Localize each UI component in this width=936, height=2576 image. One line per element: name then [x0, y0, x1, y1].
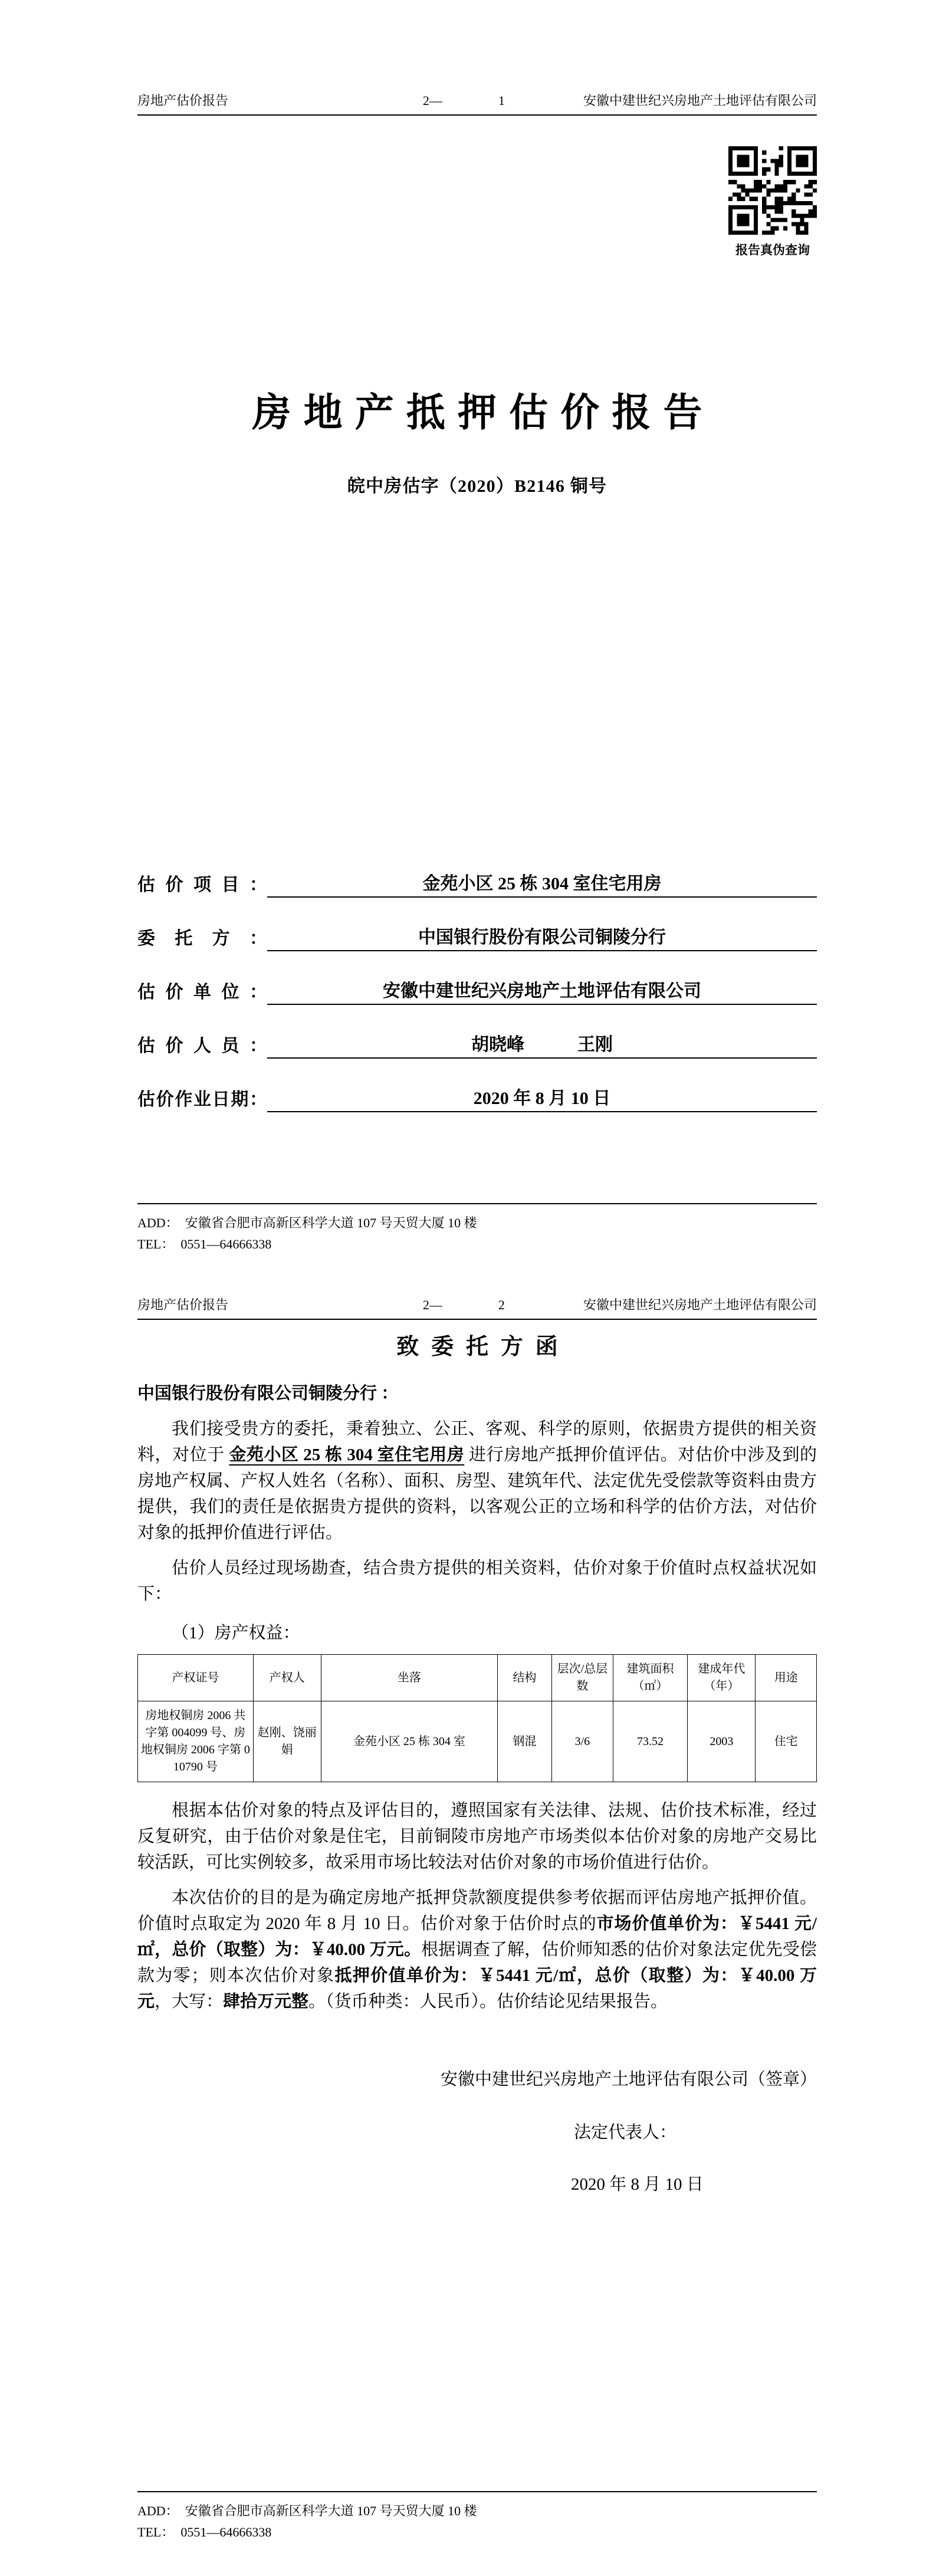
footer-telephone: TEL： 0551—64666338	[137, 1237, 272, 1251]
header-page-number	[423, 93, 505, 109]
table-header-cell: 产权人	[253, 1655, 321, 1701]
paragraph-valuation-result	[137, 1885, 817, 2015]
table-cell-floor: 3/6	[552, 1701, 613, 1782]
paragraph-text: 根据调查了解，估价师知悉的估价对象法定优先受偿款为零；则本次估价对象	[137, 1940, 817, 1985]
page-number-prefix: 2—	[422, 93, 442, 108]
page-footer	[137, 2491, 817, 2543]
qr-verification-block	[728, 146, 817, 258]
table-header-cell: 结构	[498, 1655, 552, 1701]
field-value: 中国银行股份有限公司铜陵分行	[267, 922, 817, 951]
signature-date: 2020 年 8 月 10 日	[571, 2175, 704, 2194]
paragraph-text: ，大写：	[155, 1992, 224, 2011]
report-page-2	[0, 1288, 936, 2576]
paragraph-text: 本次估价的目的是为确定房地产抵押贷款额度提供参考依据而评估房地产抵押价值。价值时点取定为 2020 年 8 月 10 日。估价对象于估价时点的	[137, 1888, 817, 1933]
page-footer	[137, 1203, 817, 1255]
table-header-cell: 建筑面积（㎡）	[613, 1655, 688, 1701]
table-header-cell: 坐落	[321, 1655, 497, 1701]
market-value-text: 市场价值单价为：￥5441 元/㎡，总价（取整）为：￥40.00 万元。	[137, 1914, 817, 1959]
field-value: 胡晓峰 王刚	[267, 1030, 817, 1059]
header-company-name: 安徽中建世纪兴房地产土地评估有限公司	[583, 93, 817, 108]
paragraph-text: 进行房地产抵押价值评估。对估价中涉及到的房地产权属、产权人姓名（名称）、面积、房型、建筑年代、法定优先受偿款等资料由贵方提供，我们的责任是依据贵方提供的资料，以客观公正的立场和科学的估价方法，对估价对象的抵押价值进行评估。	[137, 1445, 817, 1542]
table-cell-cert-number: 房地权铜房 2006 共字第 004099 号、房地权铜房 2006 字第 010790 号	[138, 1701, 254, 1782]
report-number: 皖中房估字（2020）B2146 铜号	[347, 477, 607, 496]
footer-address: ADD： 安徽省合肥市高新区科学大道 107 号天贸大厦 10 楼	[137, 2503, 477, 2518]
field-agency	[137, 976, 817, 1005]
cover-fields	[137, 869, 817, 1112]
addressee-line: 中国银行股份有限公司铜陵分行 ：	[137, 1384, 399, 1403]
field-work-date	[137, 1083, 817, 1112]
paragraph-survey: 估价人员经过现场勘查，结合贵方提供的相关资料，估价对象于价值时点权益状况如下：	[137, 1559, 817, 1604]
table-header-cell: 用途	[756, 1655, 817, 1701]
field-label: 估价项目：	[137, 875, 267, 895]
field-value: 金苑小区 25 栋 304 室住宅用房	[267, 869, 817, 898]
qr-code-icon	[728, 146, 817, 235]
field-client	[137, 922, 817, 951]
table-row	[138, 1701, 817, 1782]
paragraph-text: 。（货币种类：人民币）。估价结论见结果报告。	[308, 1992, 668, 2011]
page-header	[137, 1297, 817, 1320]
paragraph-commission	[137, 1416, 817, 1546]
table-header-cell: 建成年代（年）	[688, 1655, 756, 1701]
field-label: 估价单位：	[137, 983, 267, 1002]
signature-company: 安徽中建世纪兴房地产土地评估有限公司（签章）	[440, 2070, 817, 2089]
signature-role: 法定代表人：	[574, 2123, 677, 2142]
page-number-prefix: 2—	[422, 1297, 442, 1312]
page-header	[137, 93, 817, 116]
signature-block	[137, 2066, 817, 2197]
table-header-cell: 层次/总层数	[552, 1655, 613, 1701]
table-cell-owner: 赵刚、饶丽娟	[253, 1701, 321, 1782]
rights-section-label: （1）房产权益：	[172, 1624, 300, 1642]
property-rights-table	[137, 1654, 817, 1782]
field-label: 估价作业日期：	[137, 1090, 267, 1109]
field-value: 安徽中建世纪兴房地产土地评估有限公司	[267, 976, 817, 1005]
table-header-row	[138, 1655, 817, 1701]
table-cell-location: 金苑小区 25 栋 304 室	[321, 1701, 497, 1782]
table-cell-use: 住宅	[756, 1701, 817, 1782]
field-project	[137, 869, 817, 898]
field-label: 估价人员：	[137, 1036, 267, 1056]
page-number: 1	[498, 93, 505, 108]
footer-telephone: TEL： 0551—64666338	[137, 2525, 272, 2539]
table-cell-year: 2003	[688, 1701, 756, 1782]
paragraph-text: 我们接受贵方的委托，秉着独立、公正、客观、科学的原则，依据贵方提供的相关资料，对位于	[137, 1420, 817, 1464]
paragraph-method: 根据本估价对象的特点及评估目的，遵照国家有关法律、法规、估价技术标准，经过反复研究，由于估价对象是住宅，目前铜陵市房地产市场类似本估价对象的房地产交易比较活跃，可比实例较多，故采用市场比较法对估价对象的市场价值进行估价。	[137, 1801, 817, 1872]
mortgage-value-text: 抵押价值单价为：￥5441 元/㎡，总价（取整）为：￥40.00 万元	[137, 1966, 817, 2011]
subject-property-highlight: 金苑小区 25 栋 304 室住宅用房	[229, 1445, 465, 1464]
field-label: 委托方：	[137, 929, 267, 948]
table-cell-structure: 钢混	[498, 1701, 552, 1782]
footer-address: ADD： 安徽省合肥市高新区科学大道 107 号天贸大厦 10 楼	[137, 1215, 477, 1230]
header-doc-title: 房地产估价报告	[137, 93, 229, 108]
field-value: 2020 年 8 月 10 日	[267, 1083, 817, 1112]
amount-in-words-text: 肆拾万元整	[223, 1992, 309, 2011]
report-title: 房地产抵押估价报告	[252, 392, 715, 435]
letter-title: 致委托方函	[396, 1335, 570, 1359]
table-header-cell: 产权证号	[138, 1655, 254, 1701]
field-appraisers	[137, 1030, 817, 1059]
header-page-number	[423, 1297, 505, 1313]
qr-caption: 报告真伪查询	[735, 243, 810, 257]
table-cell-area: 73.52	[613, 1701, 688, 1782]
header-doc-title: 房地产估价报告	[137, 1297, 229, 1312]
header-company-name: 安徽中建世纪兴房地产土地评估有限公司	[583, 1297, 817, 1312]
page-number: 2	[498, 1297, 505, 1312]
